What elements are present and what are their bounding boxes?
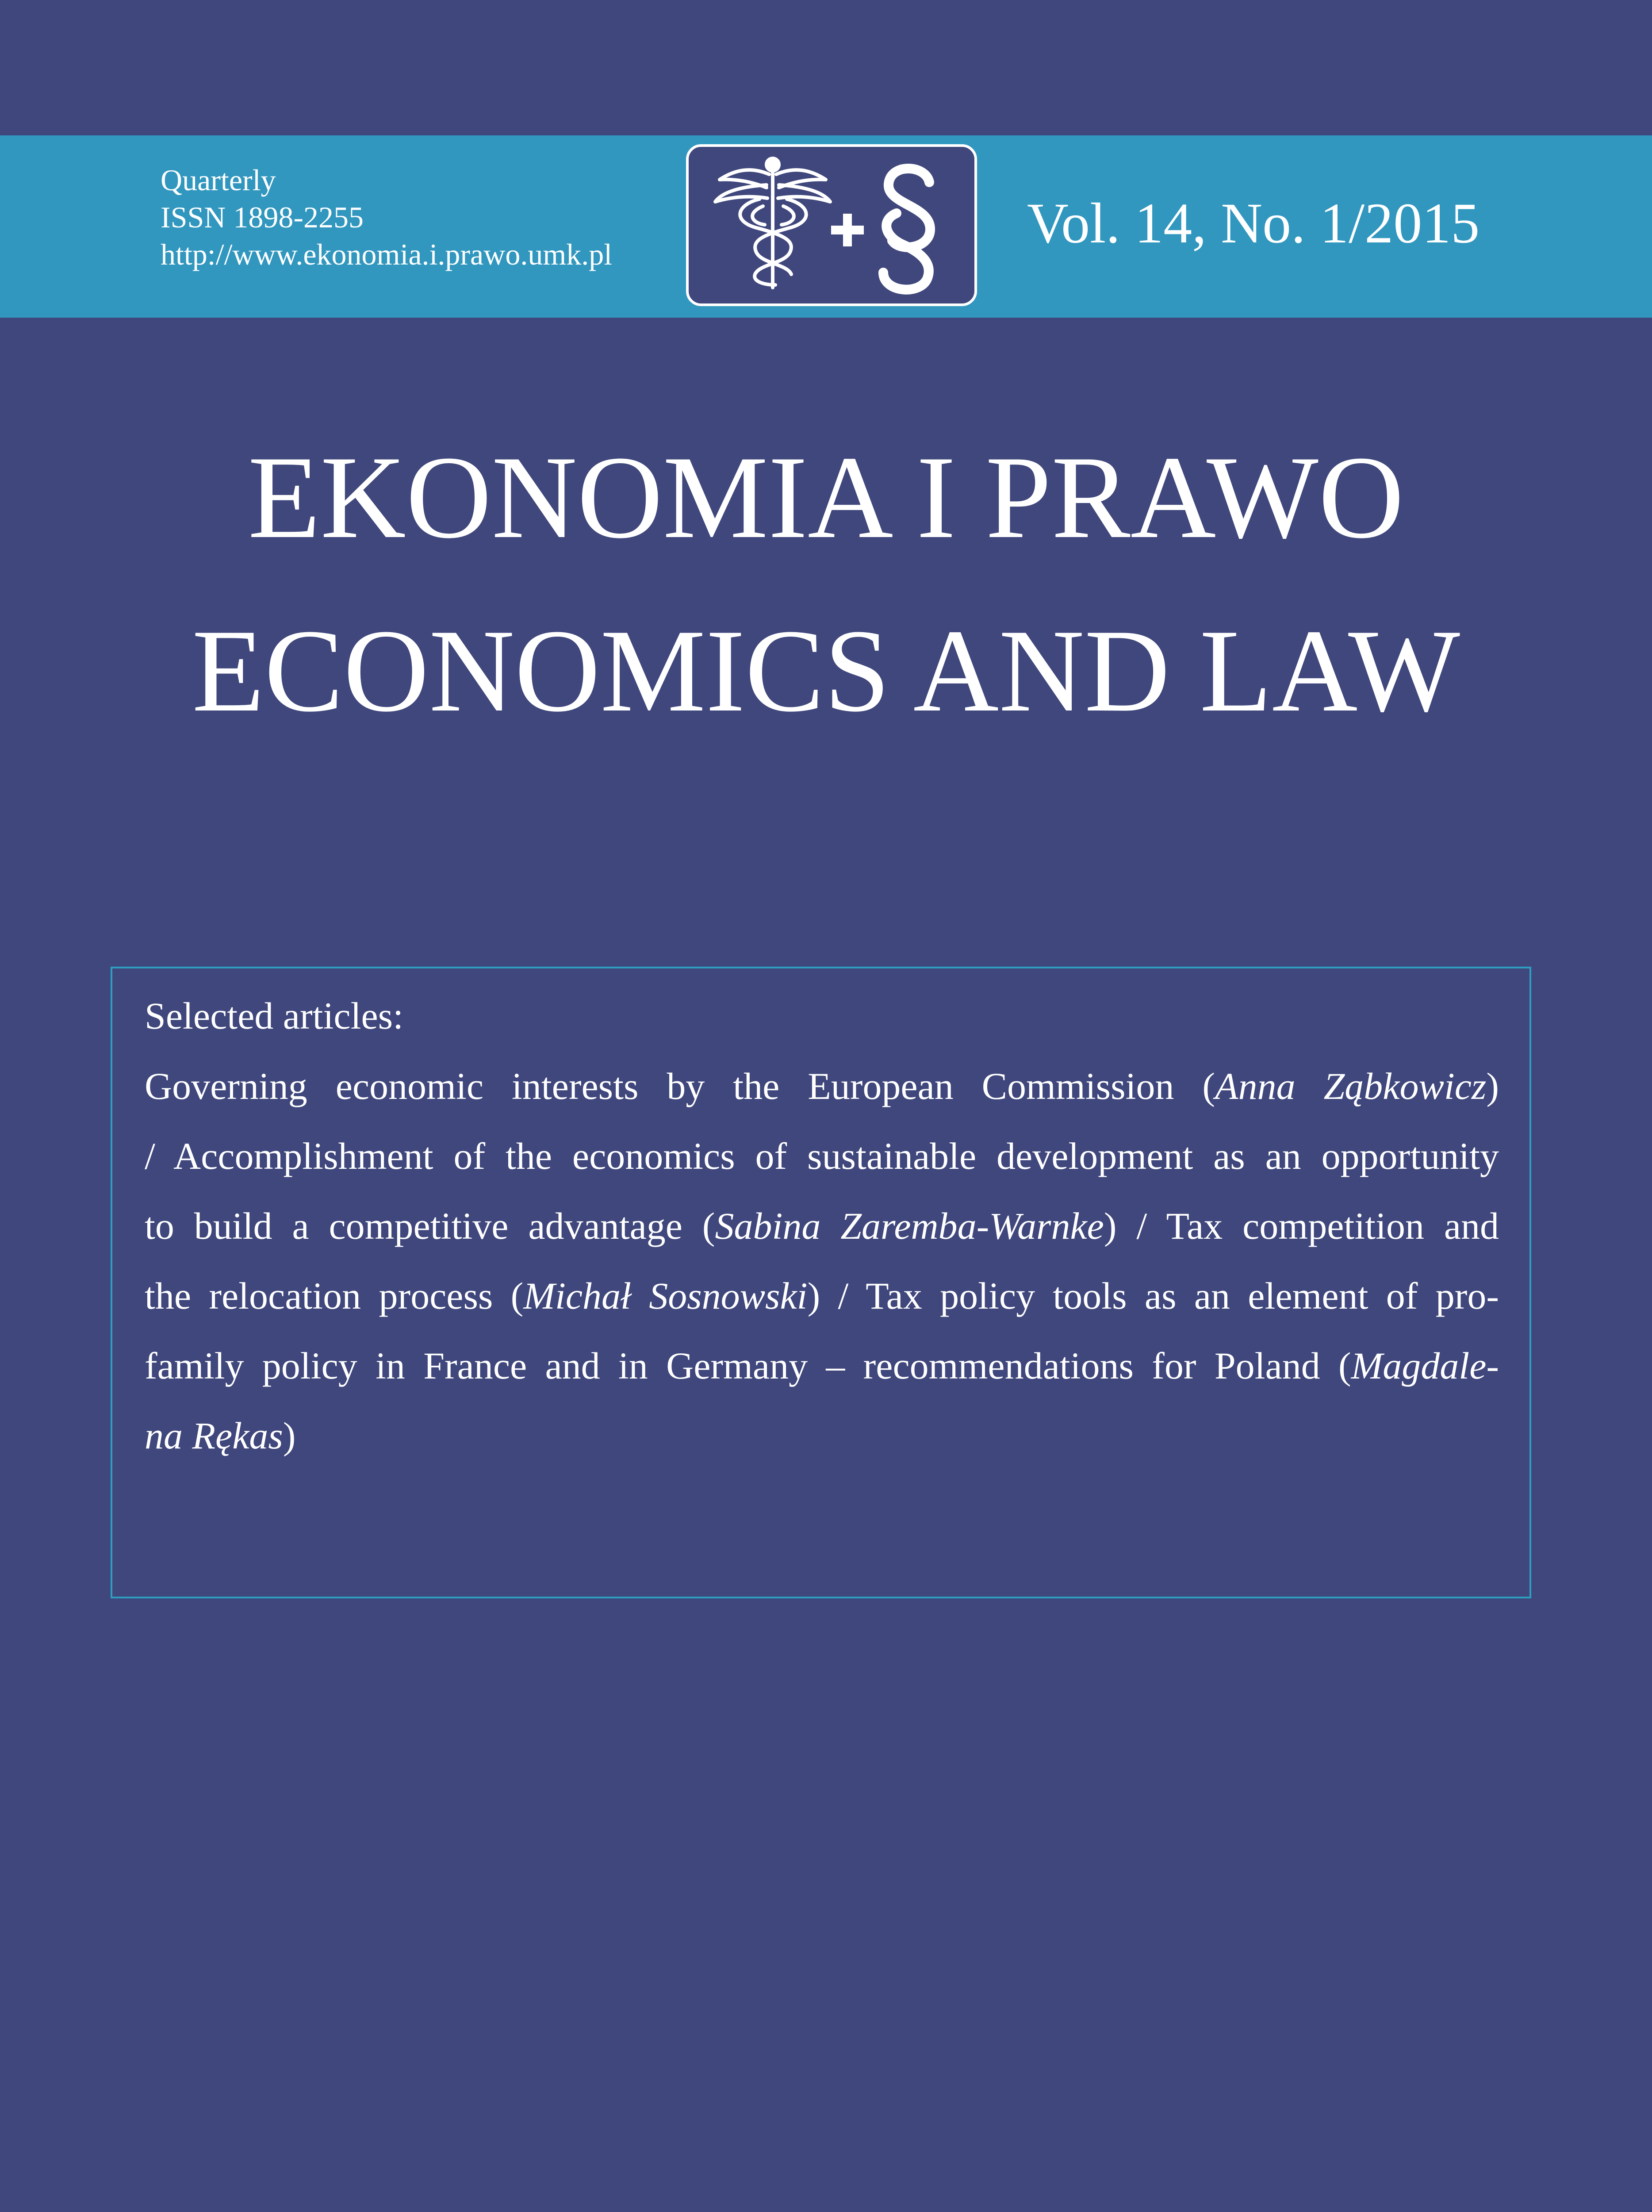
section-sign-icon [883,169,930,290]
logo-symbols [689,147,974,303]
caduceus-icon [715,158,830,288]
article-text: / Accomplishment of the economics of sustainable development as an opportunity [145,1135,1499,1177]
article-text: family policy in France and in Germany – recommendations for Poland ( [145,1344,1351,1387]
article-text-line [145,1401,1499,1471]
frequency-label: Quarterly [161,163,276,197]
article-author: Sabina Zaremba-Warnke [715,1205,1104,1247]
article-author: Anna Ząbkowicz [1215,1065,1487,1107]
articles-list [145,1051,1499,1471]
journal-url: http://www.ekonomia.i.prawo.umk.pl [161,238,613,271]
article-text-line [145,1051,1499,1121]
article-author: na Rękas [145,1414,283,1457]
articles-heading: Selected articles: [145,995,403,1037]
article-text: ) / Tax policy tools as an element of pro- [807,1275,1499,1317]
article-text: ) [283,1414,296,1457]
journal-logo [686,144,977,306]
article-text: Governing economic interests by the European Commission ( [145,1065,1215,1107]
journal-title-english: ECONOMICS AND LAW [192,605,1460,736]
article-text: the relocation process ( [145,1275,524,1317]
volume-issue: Vol. 14, No. 1/2015 [1027,192,1480,255]
article-text-line [145,1261,1499,1331]
article-text-line [145,1331,1499,1401]
article-text: to build a competitive advantage ( [145,1205,715,1247]
article-text-line [145,1191,1499,1261]
article-author: Magdale- [1351,1344,1499,1387]
article-author: Michał Sosnowski [523,1275,808,1317]
issn-label: ISSN 1898-2255 [161,200,364,234]
article-text: ) [1486,1065,1499,1107]
plus-icon [831,214,864,246]
journal-meta [161,161,612,273]
article-text: ) / Tax competition and [1104,1205,1499,1247]
journal-title-polish: EKONOMIA I PRAWO [248,431,1404,563]
article-text-line [145,1121,1499,1191]
